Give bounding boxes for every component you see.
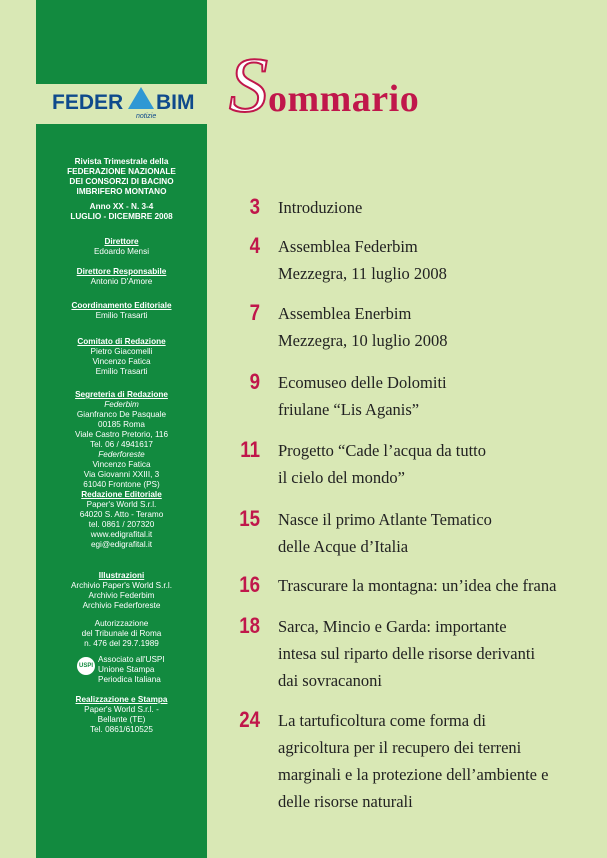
auth-block — [36, 619, 207, 649]
toc-title-line: agricoltura per il recupero dei terreni — [278, 738, 522, 757]
federforeste-line: Via Giovanni XXIII, 3 — [83, 470, 160, 479]
website-link[interactable]: www.edigrafital.it — [90, 530, 153, 539]
toc-title-line: Introduzione — [278, 198, 363, 217]
committee-member: Pietro Giacomelli — [90, 347, 153, 356]
toc-title-line: Sarca, Mincio e Garda: importante — [278, 617, 507, 636]
toc-title-line: intesa sul riparto delle risorse derivanti — [278, 644, 536, 663]
illustr-line: Archivio Federbim — [88, 591, 155, 600]
committee-member: Vincenzo Fatica — [92, 357, 151, 366]
uspi-line: Unione Stampa — [98, 665, 155, 674]
issue-block — [36, 202, 207, 222]
toc-title — [278, 613, 535, 694]
toc-page-number: 3 — [249, 194, 260, 219]
toc-page-number: 24 — [239, 707, 260, 732]
uspi-logo: USPI — [77, 657, 95, 675]
toc-page-number: 15 — [239, 506, 260, 531]
redazione-line: tel. 0861 / 207320 — [88, 520, 155, 529]
uspi-line: Associato all'USPI — [98, 655, 165, 664]
org-line: Rivista Trimestrale della — [74, 157, 169, 166]
toc-page-number: 18 — [239, 613, 260, 638]
toc-title — [278, 707, 548, 815]
toc-title — [278, 300, 448, 354]
toc-title — [278, 194, 362, 221]
resp-name: Antonio D'Amore — [90, 277, 153, 286]
toc-title-line: il cielo del mondo” — [278, 468, 405, 487]
auth-line: Autorizzazione — [94, 619, 149, 628]
illustr-label: Illustrazioni — [98, 571, 145, 580]
toc-title-line: Progetto “Cade l’acqua da tutto — [278, 441, 487, 460]
org-line: IMBRIFERO MONTANO — [76, 187, 167, 196]
toc-title-line: La tartuficoltura come forma di — [278, 711, 486, 730]
redazione-line: 64020 S. Atto - Teramo — [79, 510, 164, 519]
page-margin — [0, 0, 36, 858]
illustr-line: Archivio Federforeste — [82, 601, 161, 610]
toc-title-line: delle risorse naturali — [278, 792, 413, 811]
director-block — [36, 237, 207, 257]
toc-title-line: marginali e la protezione dell’ambiente e — [278, 765, 549, 784]
mountain-icon — [128, 87, 154, 109]
toc-title-line: Assemblea Enerbim — [278, 304, 412, 323]
federbim-logo — [36, 84, 207, 124]
coord-name: Emilio Trasarti — [95, 311, 148, 320]
federforeste-label: Federforeste — [98, 450, 145, 459]
secretary-line: Gianfranco De Pasquale — [76, 410, 167, 419]
committee-label: Comitato di Redazione — [77, 337, 166, 346]
print-line: Paper's World S.r.l. - — [84, 705, 159, 714]
page-title — [229, 40, 419, 130]
federforeste-line: 61040 Frontone (PS) — [83, 480, 160, 489]
title-rest: ommario — [268, 78, 420, 120]
logo-text-left: FEDER — [52, 91, 124, 114]
redazione-label: Redazione Editoriale — [81, 490, 162, 499]
issue-line: LUGLIO - DICEMBRE 2008 — [70, 212, 173, 221]
toc-title-line: Nasce il primo Atlante Tematico — [278, 510, 492, 529]
toc-title — [278, 369, 447, 423]
toc-page-number: 11 — [240, 437, 260, 462]
toc-title — [278, 437, 486, 491]
toc-page-number: 7 — [249, 300, 260, 325]
secretary-line: Tel. 06 / 4941617 — [90, 440, 153, 449]
director-label: Direttore — [104, 237, 139, 246]
print-block — [36, 695, 207, 735]
redazione-line: Paper's World S.r.l. — [86, 500, 157, 509]
issue-line: Anno XX - N. 3-4 — [89, 202, 154, 211]
auth-line: n. 476 del 29.7.1989 — [84, 639, 159, 648]
illustr-block — [36, 571, 207, 611]
toc-page-number: 9 — [249, 369, 260, 394]
title-initial: S — [229, 41, 268, 128]
toc-title-line: Mezzegra, 10 luglio 2008 — [278, 331, 448, 350]
toc-page-number: 16 — [239, 572, 260, 597]
toc-title — [278, 506, 492, 560]
toc-title-line: Assemblea Federbim — [278, 237, 418, 256]
org-line: DEI CONSORZI DI BACINO — [69, 177, 174, 186]
toc-title-line: friulane “Lis Aganis” — [278, 400, 420, 419]
secretary-federbim: Federbim — [104, 400, 139, 409]
uspi-text — [98, 655, 165, 685]
resp-block — [36, 267, 207, 287]
resp-label: Direttore Responsabile — [76, 267, 167, 276]
secretary-block — [36, 390, 207, 550]
secretary-label: Segreteria di Redazione — [75, 390, 168, 399]
org-block — [36, 157, 207, 197]
logo-text-right: BIM — [156, 91, 195, 114]
federforeste-line: Vincenzo Fatica — [92, 460, 151, 469]
toc-title — [278, 233, 447, 287]
secretary-line: Viale Castro Pretorio, 116 — [75, 430, 168, 439]
coord-block — [36, 301, 207, 321]
print-label: Realizzazione e Stampa — [75, 695, 168, 704]
coord-label: Coordinamento Editoriale — [71, 301, 172, 310]
uspi-line: Periodica Italiana — [98, 675, 161, 684]
toc-title-line: dai sovracanoni — [278, 671, 383, 690]
print-line: Bellante (TE) — [97, 715, 146, 724]
committee-block — [36, 337, 207, 377]
logo-subtitle: notizie — [136, 113, 157, 120]
email-link[interactable]: egi@edigrafital.it — [90, 540, 153, 549]
toc-title-line: delle Acque d’Italia — [278, 537, 409, 556]
auth-line: del Tribunale di Roma — [81, 629, 162, 638]
toc-title-line: Trascurare la montagna: un’idea che frana — [278, 576, 557, 595]
director-name: Edoardo Mensi — [93, 247, 150, 256]
illustr-line: Archivio Paper's World S.r.l. — [70, 581, 173, 590]
toc-title-line: Mezzegra, 11 luglio 2008 — [278, 264, 447, 283]
toc-title — [278, 572, 556, 599]
print-line: Tel. 0861/610525 — [90, 725, 153, 734]
secretary-line: 00185 Roma — [98, 420, 145, 429]
committee-member: Emilio Trasarti — [95, 367, 148, 376]
masthead-sidebar — [36, 0, 207, 858]
toc-page-number: 4 — [249, 233, 260, 258]
toc-title-line: Ecomuseo delle Dolomiti — [278, 373, 447, 392]
org-line: FEDERAZIONE NAZIONALE — [67, 167, 176, 176]
